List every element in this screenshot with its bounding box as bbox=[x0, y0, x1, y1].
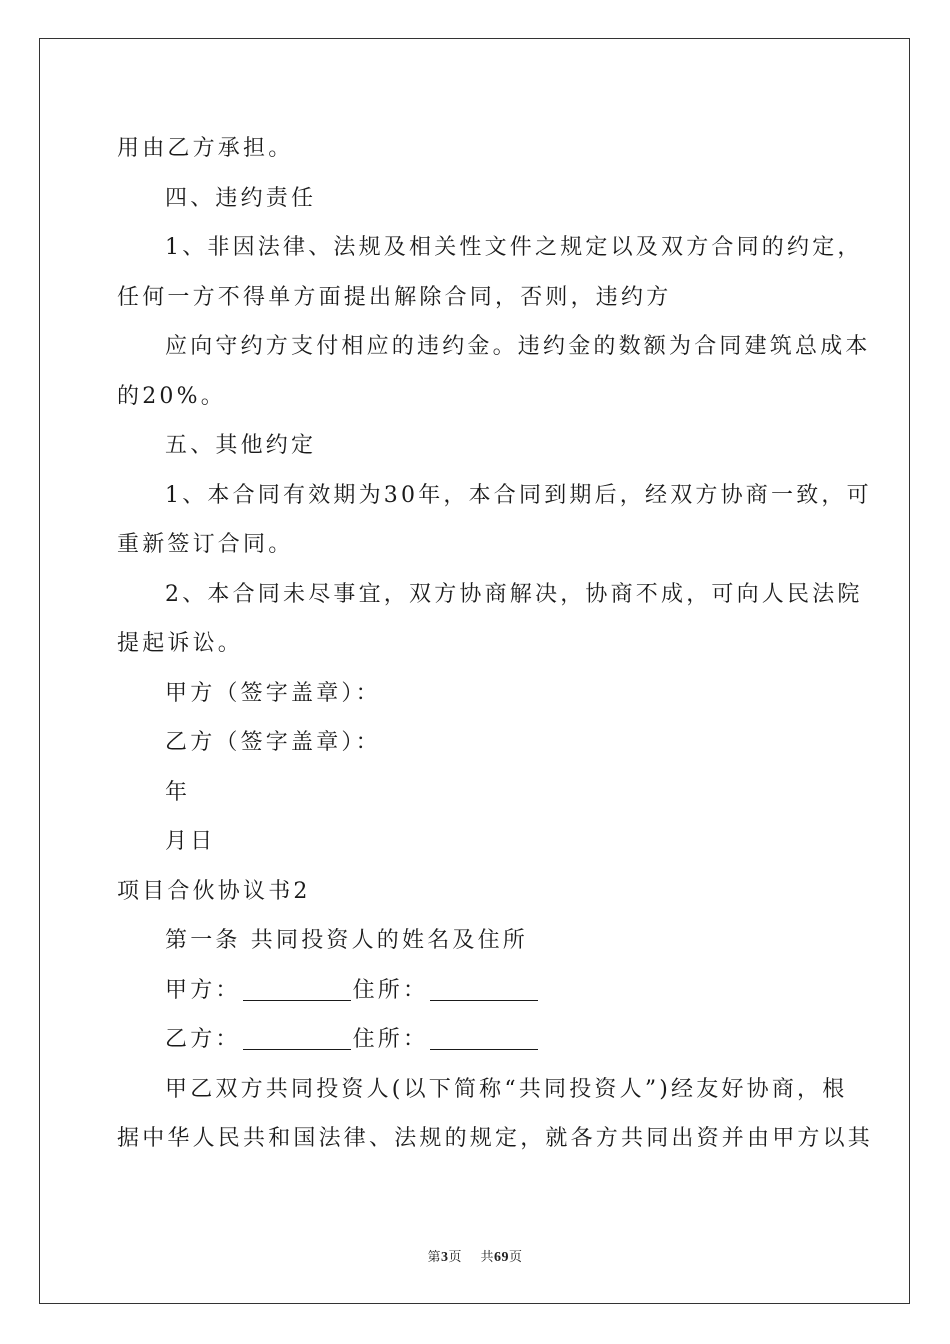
date-month-day: 月日 bbox=[165, 829, 216, 854]
party-b-info-line bbox=[117, 1015, 837, 1065]
signature-party-a: 甲方（签字盖章）： bbox=[165, 680, 381, 706]
text-line: 重新签订合同。 bbox=[117, 532, 294, 557]
date-year: 年 bbox=[165, 779, 191, 805]
text-line: 的20%。 bbox=[117, 383, 226, 409]
document-body bbox=[117, 124, 874, 1164]
party-a-label: 甲方： bbox=[165, 977, 241, 1003]
page-prefix: 第 bbox=[427, 1250, 441, 1265]
text-line: 提起诉讼。 bbox=[117, 631, 244, 656]
party-a-name-blank bbox=[243, 980, 351, 1001]
party-b-name-blank bbox=[243, 1029, 351, 1050]
text-line: 甲乙双方共同投资人(以下简称“共同投资人”)经友好协商，根 bbox=[165, 1076, 848, 1102]
party-a-address-blank bbox=[430, 980, 538, 1001]
party-a-info-line bbox=[117, 966, 837, 1016]
party-b-address-blank bbox=[430, 1029, 538, 1050]
article-heading: 第一条 共同投资人的姓名及住所 bbox=[165, 928, 528, 953]
page-number: 3 bbox=[440, 1250, 449, 1265]
text-line: 据中华人民共和国法律、法规的规定，就各方共同出资并由甲方以其 bbox=[117, 1126, 874, 1151]
text-line: 用由乙方承担。 bbox=[117, 136, 294, 161]
total-suffix: 页 bbox=[509, 1250, 523, 1265]
page-suffix: 页 bbox=[448, 1250, 462, 1265]
section-heading-breach: 四、违约责任 bbox=[165, 185, 317, 211]
text-line: 2、本合同未尽事宜，双方协商解决，协商不成，可向人民法院 bbox=[165, 581, 863, 607]
page-footer bbox=[0, 1246, 950, 1266]
signature-party-b: 乙方（签字盖章）： bbox=[165, 730, 381, 755]
text-line: 应向守约方支付相应的违约金。违约金的数额为合同建筑总成本 bbox=[165, 334, 871, 359]
section-heading-other: 五、其他约定 bbox=[165, 433, 317, 458]
text-line: 1、本合同有效期为30年，本合同到期后，经双方协商一致，可 bbox=[165, 482, 872, 508]
party-a-address-label: 住所： bbox=[352, 977, 429, 1003]
document-title: 项目合伙协议书2 bbox=[117, 878, 311, 904]
text-line: 1、非因法律、法规及相关性文件之规定以及双方合同的约定， bbox=[165, 235, 863, 260]
party-b-address-label: 住所： bbox=[352, 1027, 429, 1052]
total-pages: 69 bbox=[494, 1250, 510, 1265]
total-prefix: 共 bbox=[480, 1250, 495, 1265]
party-b-label: 乙方： bbox=[165, 1027, 241, 1052]
text-line: 任何一方不得单方面提出解除合同，否则，违约方 bbox=[117, 284, 672, 310]
